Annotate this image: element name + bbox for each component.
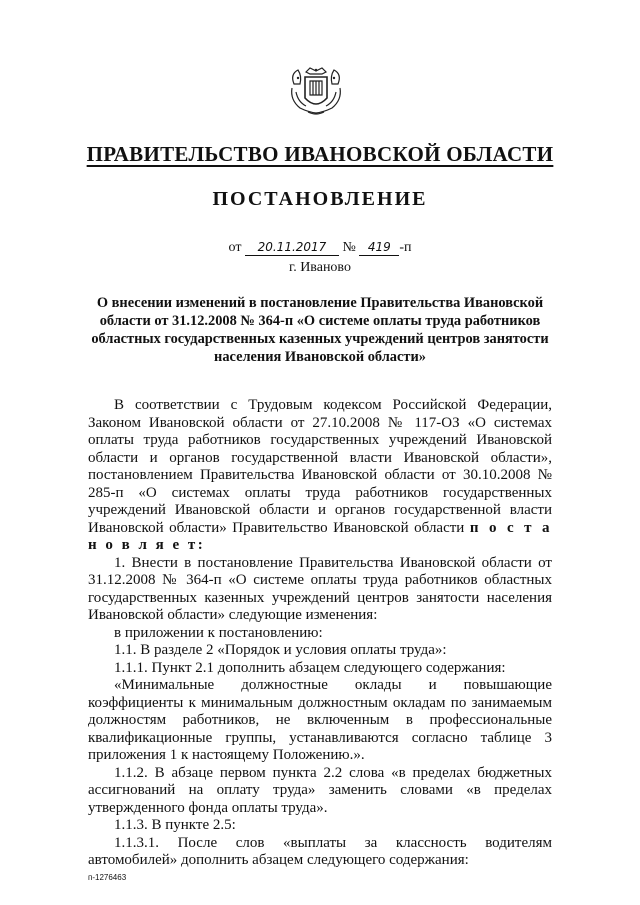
coat-of-arms-icon	[288, 66, 344, 116]
paragraph-5: «Минимальные должностные оклады и повышающие коэффициенты к минимальным должностным окладам по занимаемым должностям работников, не включенным в профессиональные квалификационные группы, устанавливаются согласно таблице 3 приложения 1 к настоящему Положению.».	[88, 677, 552, 763]
date-number-line	[0, 240, 640, 256]
intro-text: В соответствии с Трудовым кодексом Российской Федерации, Законом Ивановской области от 27.10.2008 № 117-ОЗ «О системах оплаты труда работников государственных учреждений Ивановской области и органов государственной власти Ивановской области», постановлением Правительства Ивановской области от 30.10.2008 № 285-п «О системах оплаты труда работников государственных учреждений Ивановской области и органов государственной власти Ивановской области» Правительство Ивановской области	[88, 397, 552, 536]
document-title: О внесении изменений в постановление Правительства Ивановской области от 31.12.2008 № 364-п «О системе оплаты труда работников областных государственных казенных учреждений центров занятости населения Ивановской области»	[91, 295, 549, 365]
footer-code: п-1276463	[88, 873, 127, 882]
intro-paragraph	[88, 397, 552, 555]
document-body	[88, 397, 552, 870]
paragraph-7: 1.1.3. В пункте 2.5:	[114, 817, 236, 833]
city: г. Иваново	[289, 260, 351, 275]
paragraph-4: 1.1.1. Пункт 2.1 дополнить абзацем следующего содержания:	[114, 659, 506, 676]
government-name: ПРАВИТЕЛЬСТВО ИВАНОВСКОЙ ОБЛАСТИ	[86, 142, 554, 166]
paragraph-1: 1. Внести в постановление Правительства Ивановской области от 31.12.2008 № 364-п «О системе оплаты труда работников областных государственных казенных учреждений центров занятости населения Ивановской области» следующие изменения:	[88, 554, 552, 623]
paragraph-8: 1.1.3.1. После слов «выплаты за классность водителям автомобилей» дополнить абзацем следующего содержания:	[88, 834, 552, 868]
handwritten-number: 419	[359, 240, 399, 256]
number-suffix: -п	[399, 240, 412, 255]
date-prefix: от	[228, 240, 242, 255]
paragraph-3: 1.1. В разделе 2 «Порядок и условия оплаты труда»:	[114, 642, 447, 658]
number-prefix: №	[342, 240, 356, 255]
document-type: ПОСТАНОВЛЕНИЕ	[212, 188, 428, 210]
paragraph-2: в приложении к постановлению:	[114, 624, 323, 641]
decree-word: п о с т а н о в л я е т:	[88, 519, 552, 553]
handwritten-date: 20.11.2017	[245, 240, 339, 256]
paragraph-6: 1.1.2. В абзаце первом пункта 2.2 слова «в пределах бюджетных ассигнований на оплату труда» заменить словами «в пределах утвержденного фонда оплаты труда».	[88, 764, 552, 816]
